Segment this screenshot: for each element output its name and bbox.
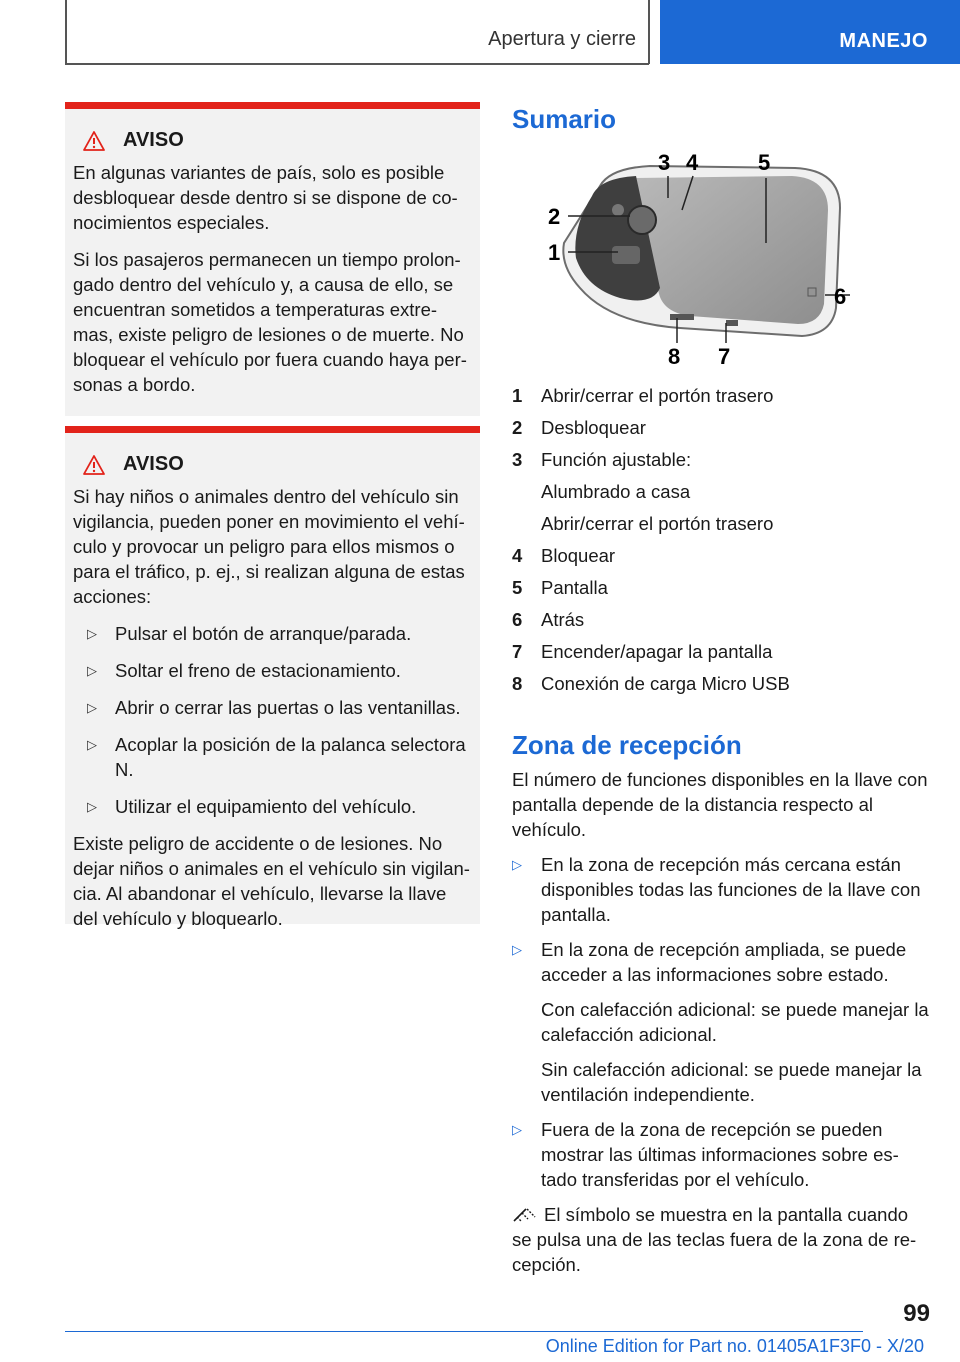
bullet-triangle-icon: ▷	[87, 626, 97, 641]
list-item: 5 Pantalla	[512, 577, 608, 598]
zona-item2-cont1: Con calefacción adicional: se puede manejar la calefacción adicional.	[541, 999, 929, 1045]
list-item: Alumbrado a casa	[541, 481, 691, 502]
list-item: ▷ Abrir o cerrar las puertas o las ventanillas.	[87, 697, 461, 718]
callout-8: 8	[668, 344, 681, 369]
symbol-paragraph: El símbolo se muestra en la pantalla cuando se pulsa una de las teclas fuera de la zona de re-cepción.	[512, 1204, 917, 1275]
list-item: ▷ Pulsar el botón de arranque/parada.	[87, 623, 412, 644]
list-item: ▷ Soltar el freno de estacionamiento.	[87, 660, 401, 681]
bullet-triangle-icon: ▷	[512, 1122, 522, 1137]
header-divider	[648, 0, 650, 64]
list-item: 8 Conexión de carga Micro USB	[512, 673, 790, 694]
warning-heading-2	[73, 453, 472, 476]
sumario-legend	[512, 380, 932, 700]
list-item: 2 Desbloquear	[512, 417, 646, 438]
callout-6: 6	[834, 284, 847, 309]
warning-2-intro: Si hay niños o animales dentro del vehículo sin vigilancia, pueden poner en movimiento el vehí-culo y provocar un peligro para ellos mismos o para el tráfico, p. ej., si realizan alguna de estas acciones:	[73, 486, 465, 607]
zona-list	[512, 852, 932, 987]
page-number: 99	[903, 1300, 930, 1327]
bullet-triangle-icon: ▷	[87, 737, 97, 752]
display-key-figure	[540, 148, 850, 370]
callout-2: 2	[548, 204, 561, 229]
warning-2-list	[73, 621, 472, 819]
list-item: ▷ Fuera de la zona de recepción se pueden mostrar las últimas informaciones sobre es-tado transferidas por el vehículo.	[512, 1119, 899, 1190]
footer-rule	[65, 1331, 863, 1332]
list-item: 7 Encender/apagar la pantalla	[512, 641, 773, 662]
list-item: 3 Función ajustable:	[512, 449, 692, 470]
callout-4: 4	[686, 150, 699, 175]
chapter-tab	[660, 0, 960, 64]
callout-5: 5	[758, 150, 771, 175]
header-left-rule	[65, 0, 67, 64]
callout-7: 7	[718, 344, 731, 369]
header-bottom-rule	[65, 63, 649, 65]
bullet-triangle-icon: ▷	[512, 857, 522, 872]
footer-edition: Online Edition for Part no. 01405A1F3F0 - X/20	[545, 1336, 924, 1356]
warning-triangle-icon	[83, 455, 105, 475]
bullet-triangle-icon: ▷	[87, 663, 97, 678]
warning-1-paragraph-1: En algunas variantes de país, solo es posible desbloquear desde dentro si se dispone de co-nocimientos especiales.	[73, 162, 458, 233]
out-of-range-signal-icon	[512, 1207, 538, 1223]
zona-intro: El número de funciones disponibles en la llave con pantalla depende de la distancia respecto al vehículo.	[512, 769, 928, 840]
sumario-heading: Sumario	[512, 104, 617, 134]
warning-box-1	[65, 102, 480, 416]
bullet-triangle-icon: ▷	[87, 799, 97, 814]
zona-list-2	[512, 1117, 932, 1192]
warning-1-paragraph-2: Si los pasajeros permanecen un tiempo prolon-gado dentro del vehículo y, a causa de ello, se encuentran sometidos a temperaturas extre-mas, existe peligro de lesiones o de muerte. No bloquear el vehículo por fuera cuando haya per-sonas a bordo.	[73, 249, 467, 395]
list-item: 1 Abrir/cerrar el portón trasero	[512, 385, 774, 406]
warning-heading-1	[73, 129, 472, 152]
callout-1: 1	[548, 240, 561, 265]
zona-heading: Zona de recepción	[512, 730, 742, 760]
bullet-triangle-icon: ▷	[87, 700, 97, 715]
list-item: Abrir/cerrar el portón trasero	[541, 513, 774, 534]
list-item: ▷ Acoplar la posición de la palanca selectora N.	[87, 734, 466, 780]
list-item: 4 Bloquear	[512, 545, 616, 566]
list-item: 6 Atrás	[512, 609, 585, 630]
section-title: Apertura y cierre	[488, 28, 636, 50]
callout-3: 3	[658, 150, 671, 175]
zona-item2-cont2: Sin calefacción adicional: se puede manejar la ventilación independiente.	[541, 1059, 922, 1105]
list-item: ▷ En la zona de recepción ampliada, se puede acceder a las informaciones sobre estado.	[512, 939, 907, 985]
warning-box-2	[65, 426, 480, 929]
warning-title-2: AVISO	[123, 453, 184, 475]
chapter-title: MANEJO	[839, 30, 928, 52]
warning-2-outro: Existe peligro de accidente o de lesiones. No dejar niños o animales en el vehículo sin vigilan-cia. Al abandonar el vehículo, llevarse la llave del vehículo y bloquearlo.	[73, 833, 470, 929]
warning-triangle-icon	[83, 131, 105, 151]
warning-title-1: AVISO	[123, 129, 184, 151]
bullet-triangle-icon: ▷	[512, 942, 522, 957]
zona-section	[512, 730, 932, 1277]
list-item: ▷ En la zona de recepción más cercana están disponibles todas las funciones de la llave con pantalla.	[512, 854, 921, 925]
list-item: ▷ Utilizar el equipamiento del vehículo.	[87, 796, 417, 817]
